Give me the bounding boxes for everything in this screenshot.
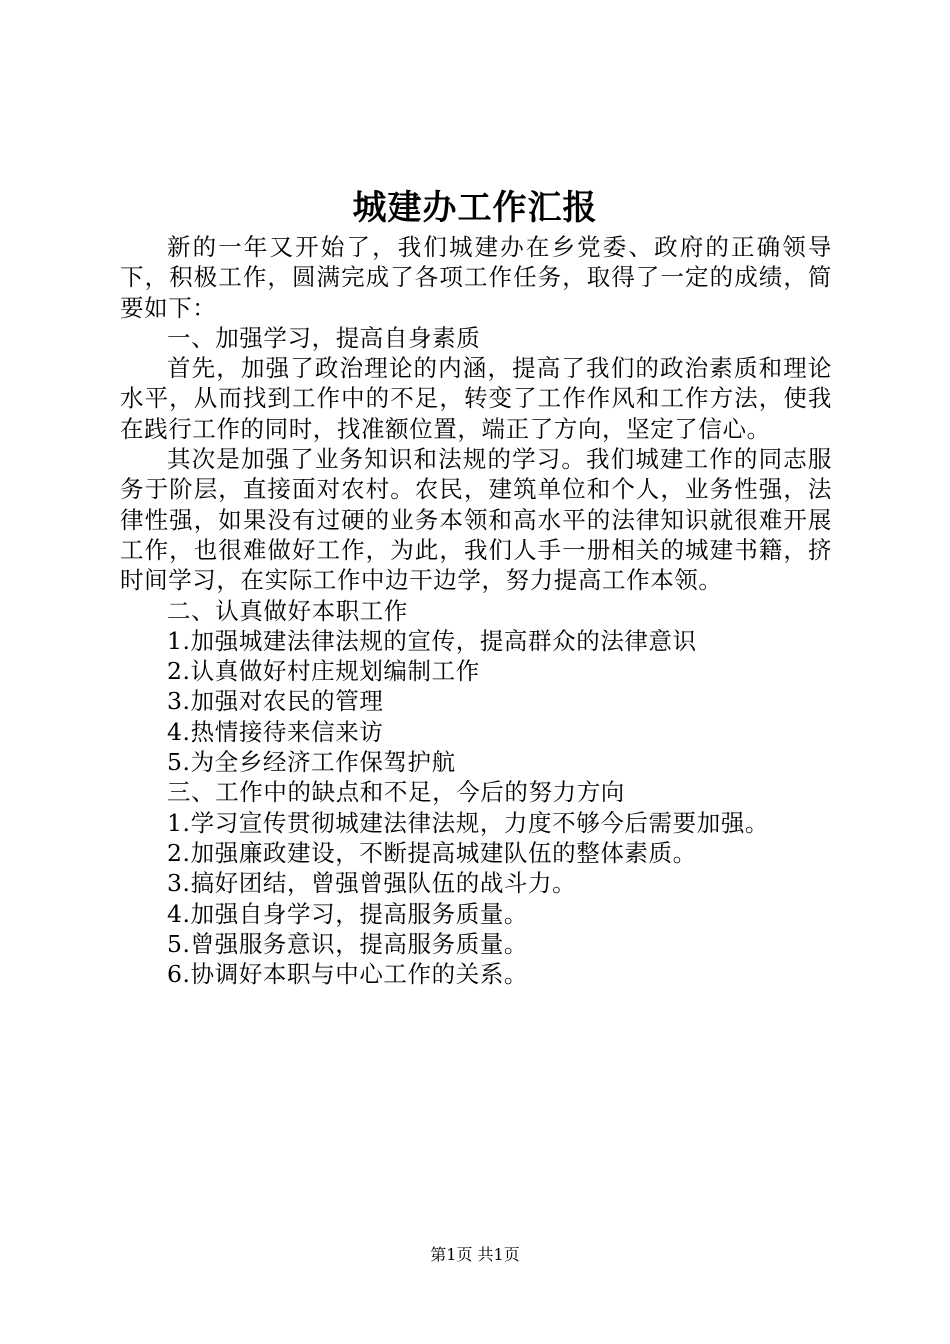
list-item: 1.加强城建法律法规的宣传，提高群众的法律意识 [167, 626, 697, 655]
paragraph: 其次是加强了业务知识和法规的学习。我们城建工作的同志服务于阶层，直接面对农村。农民，建筑单位和个人，业务性强，法律性强，如果没有过硬的业务本领和高水平的法律知识就很难开展工作，也很难做好工作，为此，我们人手一册相关的城建书籍，挤时间学习，在实际工作中边干边学，努力提高工作本领。 [120, 445, 832, 595]
list-item: 5.曾强服务意识，提高服务质量。 [167, 929, 529, 958]
paragraph: 首先，加强了政治理论的内涵，提高了我们的政治素质和理论水平，从而找到工作中的不足，转变了工作作风和工作方法，使我在践行工作的同时，找准额位置，端正了方向，坚定了信心。 [120, 354, 832, 443]
list-item: 2.认真做好村庄规划编制工作 [167, 657, 480, 686]
paragraph-intro: 新的一年又开始了，我们城建办在乡党委、政府的正确领导下，积极工作，圆满完成了各项工作任务，取得了一定的成绩，简要如下： [120, 233, 832, 322]
list-item: 1.学习宣传贯彻城建法律法规，力度不够今后需要加强。 [167, 808, 770, 837]
document-body [120, 232, 832, 989]
list-item: 3.加强对农民的管理 [167, 687, 384, 716]
list-item: 5.为全乡经济工作保驾护航 [167, 748, 456, 777]
list-item: 4.热情接待来信来访 [167, 717, 384, 746]
page-footer: 第1页 共1页 [430, 1245, 520, 1264]
section-heading-1: 一、加强学习，提高自身素质 [167, 323, 481, 352]
section-heading-2: 二、认真做好本职工作 [167, 596, 408, 625]
section-heading-3: 三、工作中的缺点和不足，今后的努力方向 [167, 778, 625, 807]
list-item: 6.协调好本职与中心工作的关系。 [167, 960, 529, 989]
list-item: 3.搞好团结，曾强曾强队伍的战斗力。 [167, 869, 577, 898]
list-item: 4.加强自身学习，提高服务质量。 [167, 899, 529, 928]
list-item: 2.加强廉政建设，不断提高城建队伍的整体素质。 [167, 838, 697, 867]
document-title: 城建办工作汇报 [352, 188, 598, 228]
